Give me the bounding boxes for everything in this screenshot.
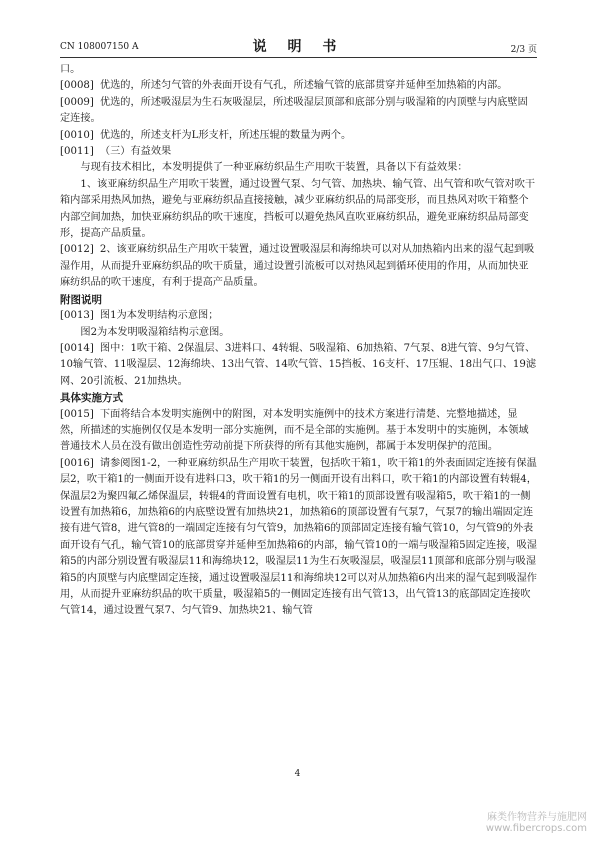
paragraph-tag: [0012] (60, 244, 94, 256)
document-body (60, 62, 537, 620)
site-watermark: 麻类作物营养与施肥网 www.fibercrops.com (485, 812, 587, 834)
paragraph-0016 (60, 456, 537, 620)
paragraph-tag: [0016] (60, 457, 94, 469)
paragraph-tag: [0015] (60, 408, 94, 420)
paragraph-tag: [0010] (60, 129, 94, 141)
effects-intro: 与现有技术相比，本发明提供了一种亚麻纺织品生产用吹干装置，具备以下有益效果： (80, 162, 468, 174)
paragraph-text: 图中：1吹干箱、2保温层、3进料口、4转辊、5吸湿箱、6加热箱、7气泵、8进气管、9匀气管、10输气管、11吸湿层、12海绵块、13出气管、14吹气管、15挡板、16支杆、17压辊、18出气口、19滤网、20引流板、21加热块。 (60, 342, 537, 387)
paragraph-0013 (60, 308, 537, 324)
paragraph-tag: [0008] (60, 80, 94, 92)
paragraph-text: 请参阅图1-2，一种亚麻纺织品生产用吹干装置，包括吹干箱1，吹干箱1的外表面固定连接有保温层2，吹干箱1的一侧面开设有进料口3，吹干箱1的另一侧面开设有出料口，吹干箱1的内部设置有转辊4，保温层2为聚四氟乙烯保温层，转辊4的背面设置有电机，吹干箱1的顶部设置有吸湿箱5，吹干箱1的一侧设置有加热箱6，加热箱6的内底壁设置有加热块21，加热箱6的顶部设置有气泵7，气泵7的输出端固定连接有进气管8，进气管8的一端固定连接有匀气管9，加热箱6的顶部固定连接有输气管10，匀气管9的外表面开设有气孔，输气管10的底部贯穿并延伸至加热箱6的内部，输气管10的一端与吸湿箱5固定连接，吸湿箱5的内部分别设置有吸湿层11和海绵块12，吸湿层11为生石灰吸湿层，吸湿层11顶部和底部分别与吸湿箱5的内顶壁与内底壁固定连接，通过设置吸湿层11和海绵块12可以对从加热箱6内出来的湿气起到吸湿作用，从而提升亚麻纺织品的吹干质量，吸湿箱5的一侧固定连接有出气管13，出气管13的底部固定连接吹气管14，通过设置气泵7、匀气管9、加热块21、输气管 (60, 457, 537, 617)
header-divider (60, 57, 537, 58)
paragraph-0008 (60, 78, 537, 94)
paragraph-text: 图1为本发明结构示意图； (99, 310, 219, 322)
paragraph-tag: [0011] (60, 146, 94, 158)
document-number: CN 108007150 A (60, 42, 139, 52)
document-title: 说 明 书 (252, 39, 345, 55)
paragraph-text: 优选的，所述吸湿层为生石灰吸湿层，所述吸湿层顶部和底部分别与吸湿箱的内顶壁与内底壁固定连接。 (60, 96, 528, 125)
section-title-implementation: 具体实施方式 (60, 392, 123, 405)
paragraph-text: 下面将结合本发明实施例中的附图，对本发明实施例中的技术方案进行清楚、完整地描述，显然，所描述的实施例仅仅是本发明一部分实施例，而不是全部的实施例。基于本发明中的实施例，本领域普通技术人员在没有做出创造性劳动前提下所获得的所有其他实施例，都属于本发明保护的范围。 (60, 408, 529, 453)
effect-1: 1、该亚麻纺织品生产用吹干装置，通过设置气泵、匀气管、加热块、输气管、出气管和吹气管对吹干箱内部采用热风加热，避免与亚麻纺织品直接接触，减少亚麻纺织品的局部变形，而且热风对吹干箱整个内部空间加热，加快亚麻纺织品的吹干速度，挡板可以避免热风直吹亚麻纺织品，避免亚麻纺织品局部变形，提高产品质量。 (60, 178, 536, 240)
paragraph-tag: [0009] (60, 96, 94, 108)
figure-2-caption: 图2为本发明吸湿箱结构示意图。 (80, 326, 230, 338)
paragraph-continuation: 口。 (60, 64, 81, 75)
paragraph-text: 优选的，所述匀气管的外表面开设有气孔，所述输气管的底部贯穿并延伸至加热箱的内部。 (99, 80, 508, 92)
paragraph-tag: [0014] (60, 342, 94, 354)
paragraph-0012 (60, 242, 537, 291)
paragraph-0009 (60, 95, 537, 128)
paragraph-0011 (60, 144, 537, 160)
paragraph-text: （三）有益效果 (99, 146, 172, 158)
page-number: 4 (294, 769, 301, 779)
paragraph-text: 2、该亚麻纺织品生产用吹干装置，通过设置吸湿层和海绵块可以对从加热箱内出来的湿气起到吸湿作用，从而提升亚麻纺织品的吹干质量，通过设置引流板可以对热风起到循环使用的作用，从而加快亚麻纺织品的吹干速度，有利于提高产品质量。 (60, 244, 535, 289)
page-indicator: 2/3 页 (510, 45, 537, 55)
page-header (60, 36, 537, 56)
paragraph-tag: [0013] (60, 310, 94, 322)
section-title-figures: 附图说明 (60, 293, 102, 306)
paragraph-0014 (60, 341, 537, 390)
paragraph-text: 优选的，所述支杆为L形支杆，所述压辊的数量为两个。 (99, 129, 352, 141)
paragraph-0015 (60, 407, 537, 456)
paragraph-0010 (60, 128, 537, 144)
